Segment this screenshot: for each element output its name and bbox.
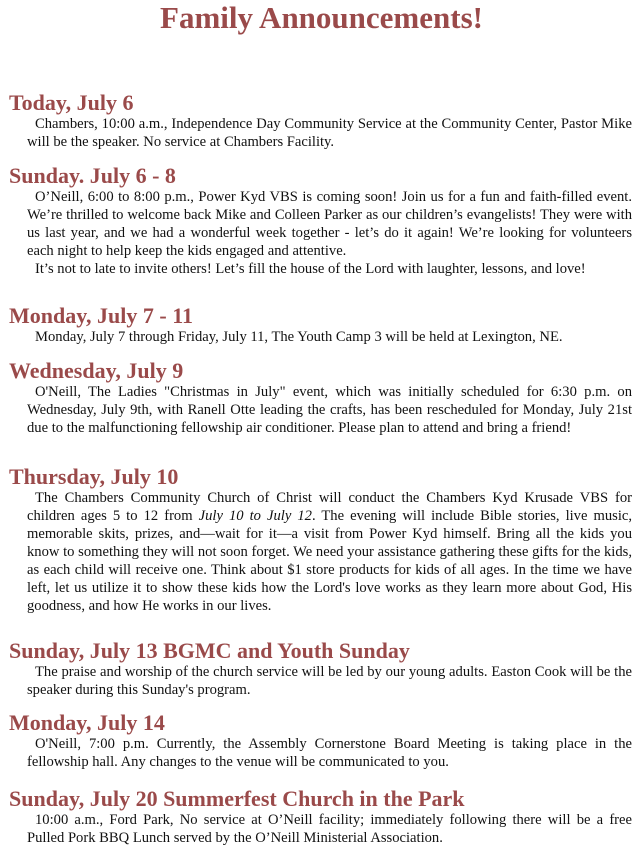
section-heading: Thursday, July 10 — [9, 464, 179, 489]
section-body — [27, 663, 632, 699]
section-heading: Monday, July 7 - 11 — [9, 303, 193, 328]
section-heading: Sunday, July 13 BGMC and Youth Sunday — [9, 638, 410, 663]
section-body — [27, 735, 632, 771]
announcement-today-july-6 — [0, 91, 643, 151]
announcement-wednesday-july-9 — [0, 359, 643, 437]
section-body — [27, 188, 632, 278]
section-paragraph — [27, 489, 632, 615]
section-body — [27, 811, 632, 847]
section-paragraph: O’Neill, 6:00 to 8:00 p.m., Power Kyd VBS is coming soon! Join us for a fun and faith-filled event. We’re thrilled to welcome back Mike and Colleen Parker as our children’s evangelists! They were with us last year, and we had a wonderful week together - let’s do it again! We’re looking for volunteers each night to help keep the kids engaged and attentive. — [27, 189, 632, 259]
paragraph-text: The Chambers Community Church of Christ will conduct the Chambers Kyd Krusade VBS for children ages 5 to 12 from — [27, 490, 632, 524]
section-body — [27, 383, 632, 437]
section-paragraph: O'Neill, 7:00 p.m. Currently, the Assembly Cornerstone Board Meeting is taking place in the fellowship hall. Any changes to the venue will be communicated to you. — [27, 736, 632, 770]
section-heading: Monday, July 14 — [9, 710, 165, 735]
section-heading: Wednesday, July 9 — [9, 358, 184, 383]
section-heading: Today, July 6 — [9, 90, 134, 115]
section-paragraph: Chambers, 10:00 a.m., Independence Day Community Service at the Community Center, Pastor Mike will be the speaker. No service at Chambers Facility. — [27, 116, 632, 150]
announcement-monday-july-7-11 — [0, 304, 643, 346]
section-body — [27, 115, 632, 151]
section-paragraph: It’s not to late to invite others! Let’s fill the house of the Lord with laughter, lessons, and love! — [35, 261, 586, 277]
announcement-sunday-july-20 — [0, 787, 643, 847]
paragraph-text: . The evening will include Bible stories, live music, memorable skits, prizes, and—wait for it—a visit from Power Kyd himself. Bring all the kids you know to something they will not soon forget. We need your assistance gathering these gifts for the kids, as each child will receive one. Think about $1 store products for kids of all ages. In the time we have left, let us utilize it to show these kids how the Lord's love works as they learn more about God, His goodness, and how He works in our lives. — [27, 508, 633, 614]
announcement-sunday-july-6-8 — [0, 164, 643, 278]
announcement-thursday-july-10 — [0, 465, 643, 615]
section-paragraph: 10:00 a.m., Ford Park, No service at O’Neill facility; immediately following there will be a free Pulled Pork BBQ Lunch served by the O’Neill Ministerial Association. — [27, 812, 632, 846]
section-heading: Sunday, July 20 Summerfest Church in the Park — [9, 786, 465, 811]
date-range-italic: July 10 to July 12 — [198, 508, 312, 524]
section-paragraph: Monday, July 7 through Friday, July 11, The Youth Camp 3 will be held at Lexington, NE. — [35, 329, 563, 345]
section-paragraph: O'Neill, The Ladies "Christmas in July" event, which was initially scheduled for 6:30 p.m. on Wednesday, July 9th, with Ranell Otte leading the crafts, has been rescheduled for Monday, July 21st due to the malfunctioning fellowship air conditioner. Please plan to attend and bring a friend! — [27, 384, 632, 436]
announcement-monday-july-14 — [0, 711, 643, 771]
page-title: Family Announcements! — [160, 0, 483, 35]
section-body — [27, 489, 632, 615]
announcement-sunday-july-13 — [0, 639, 643, 699]
section-body — [27, 328, 632, 346]
section-heading: Sunday. July 6 - 8 — [9, 163, 176, 188]
section-paragraph: The praise and worship of the church service will be led by our young adults. Easton Cook will be the speaker during this Sunday's program. — [27, 664, 632, 698]
